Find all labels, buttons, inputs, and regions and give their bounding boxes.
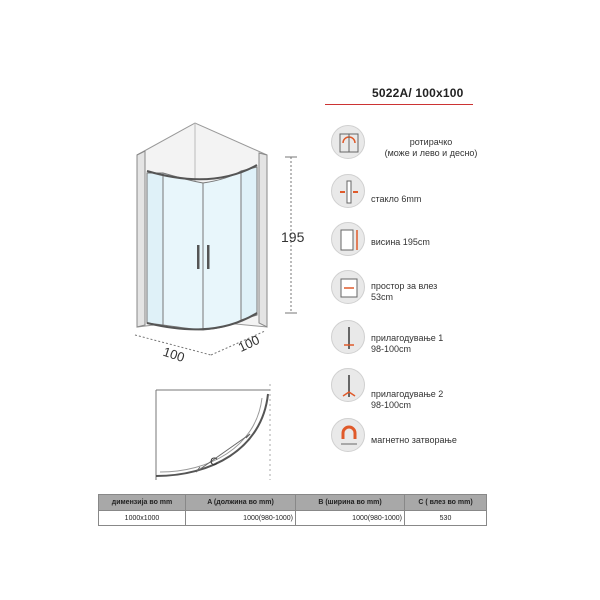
table-row bbox=[99, 511, 487, 526]
plan-c-label: C bbox=[210, 456, 218, 468]
cell-dimension: 1000x1000 bbox=[99, 511, 186, 526]
feature-rotating-text: ротирачко (може и лево и десно) bbox=[384, 137, 478, 158]
magnet-icon bbox=[331, 418, 365, 452]
header-dimension: димензија во mm bbox=[99, 495, 186, 511]
right-handle bbox=[207, 245, 210, 269]
cell-length: 1000(980-1000) bbox=[186, 511, 296, 526]
header-length: A (должина во mm) bbox=[186, 495, 296, 511]
adjustment-2-icon bbox=[331, 368, 365, 402]
entry-space-icon bbox=[331, 270, 365, 304]
title-underline bbox=[325, 104, 473, 105]
model-title: 5022A/ 100x100 bbox=[372, 86, 464, 100]
feature-entry-text: простор за влез 53cm bbox=[371, 281, 438, 302]
adjustment-1-icon bbox=[331, 320, 365, 354]
height-icon bbox=[331, 222, 365, 256]
spec-table bbox=[98, 494, 487, 526]
height-label: 195 bbox=[281, 229, 305, 245]
feature-glass-text: стакло 6mm bbox=[371, 194, 422, 204]
rotating-door-icon bbox=[331, 125, 365, 159]
header-width: B (ширина во mm) bbox=[296, 495, 405, 511]
header-entry: C ( влез во mm) bbox=[405, 495, 487, 511]
feature-magnet-text: магнетно затворање bbox=[371, 435, 457, 445]
left-handle bbox=[197, 245, 200, 269]
cell-entry: 530 bbox=[405, 511, 487, 526]
feature-adjust2-text: прилагодување 2 98-100cm bbox=[371, 389, 444, 410]
cell-width: 1000(980-1000) bbox=[296, 511, 405, 526]
width-right-label: 100 bbox=[235, 332, 262, 355]
feature-height-text: висина 195cm bbox=[371, 237, 430, 247]
width-left-label: 100 bbox=[161, 344, 187, 365]
plan-view-drawing bbox=[150, 380, 280, 485]
table-header-row bbox=[99, 495, 487, 511]
glass-thickness-icon bbox=[331, 174, 365, 208]
feature-adjust1-text: прилагодување 1 98-100cm bbox=[371, 333, 444, 354]
